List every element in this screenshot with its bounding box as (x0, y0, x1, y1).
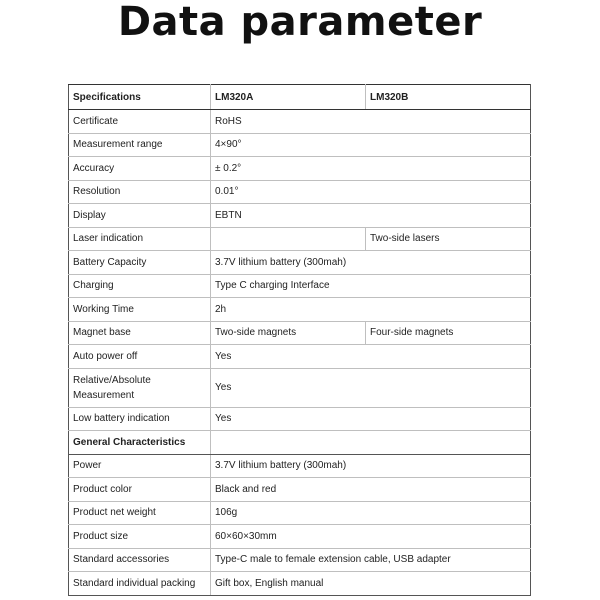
row-value: Type-C male to female extension cable, USB adapter (211, 548, 531, 572)
row-value-b (366, 368, 531, 407)
row-label: Product size (69, 525, 211, 549)
table-row (69, 454, 531, 478)
table-row (69, 274, 531, 298)
table-row (69, 157, 531, 181)
row-value-a: 4×90° (211, 133, 366, 157)
row-label: Certificate (69, 110, 211, 134)
section-header-row (69, 431, 531, 455)
row-value-b (366, 298, 531, 322)
row-value: 60×60×30mm (211, 525, 531, 549)
table-row (69, 572, 531, 596)
row-value-b: Two-side lasers (366, 227, 531, 251)
row-value-a: EBTN (211, 204, 366, 228)
row-label: Product color (69, 478, 211, 502)
table-row (69, 321, 531, 345)
table-row (69, 180, 531, 204)
row-value-a: 0.01° (211, 180, 366, 204)
section-empty-cell (211, 431, 531, 455)
table-row (69, 204, 531, 228)
table-row (69, 478, 531, 502)
row-label: Standard individual packing (69, 572, 211, 596)
row-label: Laser indication (69, 227, 211, 251)
row-value-b (366, 345, 531, 369)
row-value-a: Type C charging Interface (211, 274, 366, 298)
row-value-a: Yes (211, 345, 366, 369)
row-label: Battery Capacity (69, 251, 211, 275)
row-value-a: Two-side magnets (211, 321, 366, 345)
row-value: Gift box, English manual (211, 572, 531, 596)
page-title: Data parameter (117, 0, 483, 45)
row-label: Product net weight (69, 501, 211, 525)
table-row (69, 110, 531, 134)
row-value-a: RoHS (211, 110, 366, 134)
table-row (69, 298, 531, 322)
row-value-a: ± 0.2° (211, 157, 366, 181)
row-value-b (366, 204, 531, 228)
row-label: Relative/Absolute Measurement (69, 368, 211, 407)
header-model-a: LM320A (211, 85, 366, 110)
row-value-b: Four-side magnets (366, 321, 531, 345)
table-row (69, 345, 531, 369)
row-value: 106g (211, 501, 531, 525)
row-value-b (366, 407, 531, 431)
row-value-b (366, 274, 531, 298)
row-label: Display (69, 204, 211, 228)
row-label: Auto power off (69, 345, 211, 369)
row-value-b (366, 110, 531, 134)
table-row (69, 525, 531, 549)
row-label: Magnet base (69, 321, 211, 345)
row-label: Resolution (69, 180, 211, 204)
row-label: Standard accessories (69, 548, 211, 572)
table-row (69, 133, 531, 157)
row-label: Measurement range (69, 133, 211, 157)
row-value-a: 3.7V lithium battery (300mah) (211, 251, 366, 275)
table-row (69, 548, 531, 572)
row-label: Low battery indication (69, 407, 211, 431)
row-label: Accuracy (69, 157, 211, 181)
row-value-a (211, 227, 366, 251)
header-model-b: LM320B (366, 85, 531, 110)
table-row (69, 407, 531, 431)
row-value-b (366, 180, 531, 204)
table-row (69, 227, 531, 251)
section-title: General Characteristics (69, 431, 211, 455)
table-row (69, 501, 531, 525)
table-row (69, 368, 531, 407)
row-value-a: 2h (211, 298, 366, 322)
table-row (69, 251, 531, 275)
row-value-a: Yes (211, 368, 366, 407)
table-header-row (69, 85, 531, 110)
row-label: Power (69, 454, 211, 478)
row-value: Black and red (211, 478, 531, 502)
row-value-b (366, 133, 531, 157)
row-label: Working Time (69, 298, 211, 322)
row-value-a: Yes (211, 407, 366, 431)
row-label: Charging (69, 274, 211, 298)
row-value: 3.7V lithium battery (300mah) (211, 454, 531, 478)
row-value-b (366, 157, 531, 181)
row-value-b (366, 251, 531, 275)
spec-table (68, 84, 531, 596)
header-specifications: Specifications (69, 85, 211, 110)
